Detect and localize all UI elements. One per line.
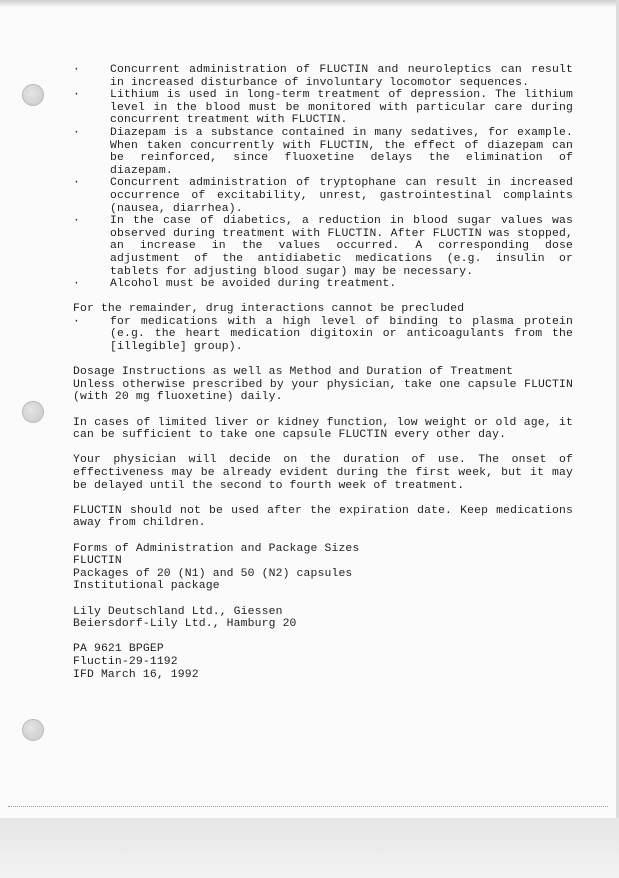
dosage-heading: Dosage Instructions as well as Method and Duration of Treatment — [73, 366, 514, 379]
list-item: · Lithium is used in long-term treatment of depression. The lithium level in the blood must be monitored with particular care during concurrent treatment with FLUCTIN. — [73, 89, 573, 127]
code-line: Fluctin-29-1192 — [73, 655, 178, 668]
bullet-mark: · — [73, 215, 80, 228]
forms-heading: Forms of Administration and Package Sizes — [73, 542, 360, 555]
remainder-item: · for medications with a high level of binding to plasma protein (e.g. the heart medication digitoxin or anticoagulants from the [illegible] group). — [73, 315, 573, 354]
punch-hole-icon — [22, 401, 44, 423]
bullet-mark: · — [73, 89, 80, 102]
scan-edge-bottom — [0, 818, 619, 878]
limited-function-paragraph: In cases of limited liver or kidney function, low weight or old age, it can be sufficient to take one capsule FLUCTIN every other day. — [73, 416, 573, 442]
expiration-paragraph: FLUCTIN should not be used after the expiration date. Keep medications away from children. — [73, 504, 573, 530]
company-line: Beiersdorf-Lily Ltd., Hamburg 20 — [73, 618, 297, 631]
bullet-mark: · — [73, 278, 80, 291]
scan-edge-top — [0, 0, 619, 7]
document-body — [73, 64, 573, 681]
list-item: · Diazepam is a substance contained in many sedatives, for example. When taken concurrently with FLUCTIN, the effect of diazepam can be reinforced, since fluoxetine delays the elimination of diazepam. — [73, 126, 573, 177]
scan-noise-line — [8, 806, 608, 807]
punch-hole-icon — [22, 84, 44, 106]
forms-line: Institutional package — [73, 580, 220, 593]
dosage-text: Unless otherwise prescribed by your physician, take one capsule FLUCTIN (with 20 mg fluoxetine) daily. — [73, 378, 573, 404]
list-item: · Alcohol must be avoided during treatment. — [73, 278, 397, 291]
bullet-mark: · — [73, 315, 80, 328]
interaction-list — [73, 64, 573, 291]
bullet-mark: · — [73, 177, 80, 190]
list-item: · Concurrent administration of tryptophane can result in increased occurrence of excitability, unrest, gastrointestinal complaints (nausea, diarrhea). — [73, 177, 573, 215]
punch-hole-icon — [22, 719, 44, 741]
code-line: IFD March 16, 1992 — [73, 668, 199, 681]
bullet-mark: · — [73, 126, 80, 139]
remainder-intro: For the remainder, drug interactions cannot be precluded — [73, 303, 465, 316]
company-line: Lily Deutschland Ltd., Giessen — [73, 605, 283, 618]
code-line: PA 9621 BPGEP — [73, 643, 164, 656]
forms-line: FLUCTIN — [73, 555, 122, 568]
bullet-mark: · — [73, 64, 80, 76]
list-item: · In the case of diabetics, a reduction in blood sugar values was observed during treatment with FLUCTIN. After FLUCTIN was stopped, an increase in the values occurred. A corresponding dose adjustment of the antidiabetic medications (e.g. insulin or tablets for adjusting blood sugar) may be necessary. — [73, 215, 573, 278]
forms-line: Packages of 20 (N1) and 50 (N2) capsules — [73, 567, 353, 580]
duration-paragraph: Your physician will decide on the duration of use. The onset of effectiveness may be already evident during the first week, but it may be delayed until the second to fourth week of treatment. — [73, 454, 573, 492]
list-item: · Concurrent administration of FLUCTIN and neuroleptics can result in increased disturbance of involuntary locomotor sequences. — [73, 64, 573, 89]
